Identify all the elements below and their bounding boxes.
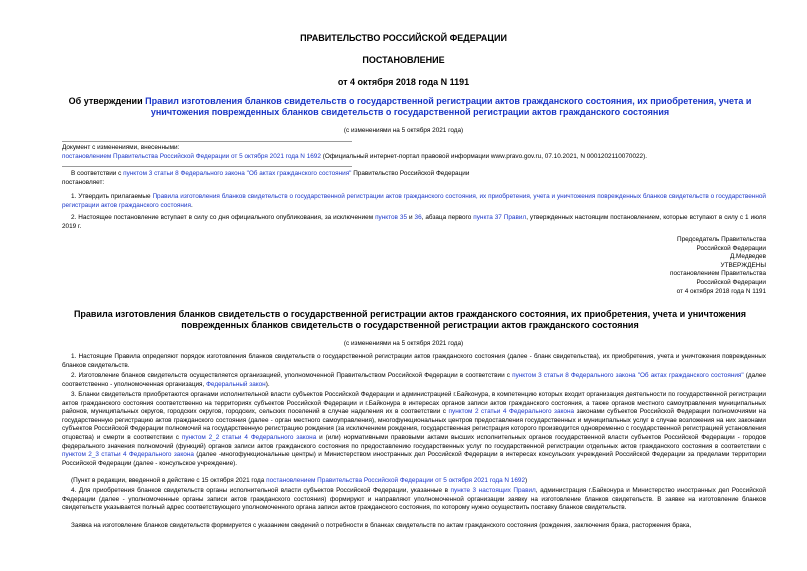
point-37-link[interactable]: пункта 37 Правил: [473, 214, 527, 221]
amendments-line: [62, 153, 772, 161]
document-date-number: от 4 октября 2018 года N 1191: [337, 77, 470, 87]
document-title: [60, 96, 760, 118]
divider: [62, 166, 352, 167]
amendments-source: (Официальный интернет-портал правовой информации www.pravo.gov.ru, 07.10.2021, N 0001202110070022).: [320, 153, 648, 160]
item-2-para: , абзаца первого: [421, 214, 474, 221]
approved-by: постановлением Правительства: [670, 270, 766, 278]
point-36-link[interactable]: 36: [414, 214, 422, 221]
rule-point-3: [62, 391, 766, 468]
rule-point-2: [62, 372, 766, 389]
article-4-p2-link[interactable]: пунктом 2 статьи 4 Федерального закона: [448, 408, 575, 416]
preamble-text: В соответствии с: [71, 170, 124, 177]
amendments-label: Документ с изменениями, внесенными:: [62, 144, 180, 151]
rule-point-5: Заявка на изготовление бланков свидетельств формируется с указанием сведений о потребности в бланках свидетельств по актам гражданского состояния (рождения, заключения брака, расторжения брака,: [71, 522, 692, 529]
preamble: [62, 170, 766, 179]
rule-point-3-text-4: (далее -многофункциональные центры) и Министерством иностранных дел Российской Федерации в интересах консульских учреждений Российской Федерации за пределами территории Российской Федерации (далее - консульское учреждение).: [62, 451, 766, 467]
item-1-end: .: [190, 201, 193, 209]
rule-point-4-text-2: , администрация г.Байконура и Министерство иностранных дел Российской Федерации (далее - уполномоченные органы записи актов гражданского состояния) формируют и направляют уполномоченной организации заявку на изготовление бланков свидетельств. В заявке на изготовление бланков свидетельств указывается полный адрес соответствующего уполномоченного органа записи актов гражданского состояния, по которому нужно осуществить поставку бланков свидетельств.: [62, 487, 766, 512]
preamble-text-tail: Правительство Российской Федерации: [351, 170, 470, 177]
rules-link[interactable]: Правила изготовления бланков свидетельств о государственной регистрации актов гражданского состояния, их приобретения, учета и уничтожения поврежденных бланков свидетельств о государственной регистрации актов гражданского состояния: [62, 193, 766, 209]
rule-point-3-text-3: и (или) нормативными правовыми актами высших исполнительных органов государственной власти субъектов Российской Федерации - городов федерального значения полномочий (функций) органов записи актов гражданского состояния по предоставлению государственных услуг по государственной регистрации отдельных актов гражданского состояния в соответствии с: [62, 433, 767, 450]
rule-point-2-end: ).: [265, 380, 270, 388]
item-1: [62, 193, 766, 210]
rule-point-2-mid: (далее соответственно - уполномоченная организация,: [62, 372, 767, 388]
amendments-link[interactable]: постановлением Правительства Российской Федерации от 5 октября 2021 года N 1692: [62, 153, 321, 160]
rule-point-4: [62, 487, 766, 513]
item-2-and: и: [407, 214, 415, 221]
decree-word: постановляет:: [62, 179, 105, 186]
signature-country: Российской Федерации: [696, 244, 766, 252]
rule-point-3-text-2: законами субъектов Российской Федерации полномочиями на государственную регистрацию актов гражданского состояния (далее - орган местного самоуправления), многофункциональных центров предоставления государственных и муниципальных услуг в случае возложения на них законами субъектов Российской Федерации полномочий на государственную регистрацию рождения (за исключением рождения, государственная регистрация которого производится одновременно с государственной регистрацией установления отцовства) и смерти в соответствии с: [62, 408, 766, 441]
note-text: (Пункт в редакции, введенной в действие с 15 октября 2021 года: [71, 477, 267, 484]
rule-point-4-text: 4. Для приобретения бланков свидетельств органы исполнительной власти субъектов Российской Федерации, указанные в: [71, 487, 451, 494]
item-2: [62, 214, 766, 231]
points-35-link[interactable]: пунктов 35: [375, 214, 407, 221]
approved-date: от 4 октября 2018 года N 1191: [676, 287, 766, 295]
government-heading: ПРАВИТЕЛЬСТВО РОССИЙСКОЙ ФЕДЕРАЦИИ: [300, 33, 507, 43]
law-point-link[interactable]: пунктом 3 статьи 8 Федерального закона "Об актах гражданского состояния": [512, 372, 744, 379]
note-end: ): [525, 477, 528, 484]
approved-country: Российской Федерации: [696, 278, 766, 286]
rules-changes-note: (с изменениями на 5 октября 2021 года): [343, 340, 464, 347]
document-title-link[interactable]: Правил изготовления бланков свидетельств о государственной регистрации актов гражданского состояния, их приобретения, учета и уничтожения поврежденных бланков свидетельств о государственной регистрации актов гражданского состояния: [145, 96, 752, 117]
item-2-tail: , утвержденных настоящим постановлением, которые вступают в силу с 1 июля 2019 г.: [62, 214, 766, 230]
law-link[interactable]: пунктом 3 статьи 8 Федерального закона "Об актах гражданского состояния": [123, 170, 352, 177]
signature-name: Д.Медведев: [729, 253, 766, 261]
item-1-text: 1. Утвердить прилагаемые: [71, 193, 153, 200]
point-3-rules-link[interactable]: пункте 3 настоящих Правил: [450, 487, 536, 494]
federal-law-link[interactable]: Федеральный закон: [206, 380, 266, 388]
rule-point-3-text: 3. Бланки свидетельств приобретаются органами исполнительной власти субъектов Российской Федерации и администрацией г.Байконура, в компетенцию которых входит организация деятельности по государственной регистрации актов гражданского состояния соответственно на территориях субъектов Российской Федерации и г.Байконура в интересах органов записи актов гражданского состояния, а также органов местного самоуправления муниципальных районов, муниципальных округов, городских округов, городских, сельских поселений в случае наделения их в соответствии с: [62, 391, 766, 416]
document-title-prefix: Об утверждении: [68, 96, 146, 106]
amendment-decree-link[interactable]: постановлением Правительства Российской Федерации от 5 октября 2021 года N 1692: [266, 477, 526, 484]
rule-point-2-text: 2. Изготовление бланков свидетельств осуществляется организацией, уполномоченной Правительством Российской Федерации в соответствии с: [71, 372, 513, 379]
document-type-heading: ПОСТАНОВЛЕНИЕ: [362, 55, 445, 65]
article-4-p2-3-link[interactable]: пунктом 2_3 статьи 4 Федерального закона: [62, 451, 194, 459]
divider: [62, 141, 352, 142]
signature-position: Председатель Правительства: [677, 236, 766, 243]
rules-title: Правила изготовления бланков свидетельств о государственной регистрации актов гражданского состояния, их приобретения, учета и уничтожения поврежденных бланков свидетельств о государственной регистрации актов гражданского состояния: [73, 309, 747, 330]
approved-label: УТВЕРЖДЕНЫ: [720, 261, 766, 269]
article-4-p2-2-link[interactable]: пунктом 2_2 статьи 4 Федерального закона: [181, 433, 317, 441]
rule-point-1: 1. Настоящие Правила определяют порядок изготовления бланков свидетельств о государственной регистрации актов гражданского состояния (далее - бланк свидетельства), их приобретения, учета и уничтожения поврежденных бланков свидетельств.: [62, 353, 766, 369]
signature-block: [506, 236, 766, 296]
changes-note: (с изменениями на 5 октября 2021 года): [343, 127, 464, 134]
item-2-text: 2. Настоящее постановление вступает в силу со дня официального опубликования, за исключением: [71, 214, 376, 221]
rule-point-3-note: [62, 477, 766, 486]
